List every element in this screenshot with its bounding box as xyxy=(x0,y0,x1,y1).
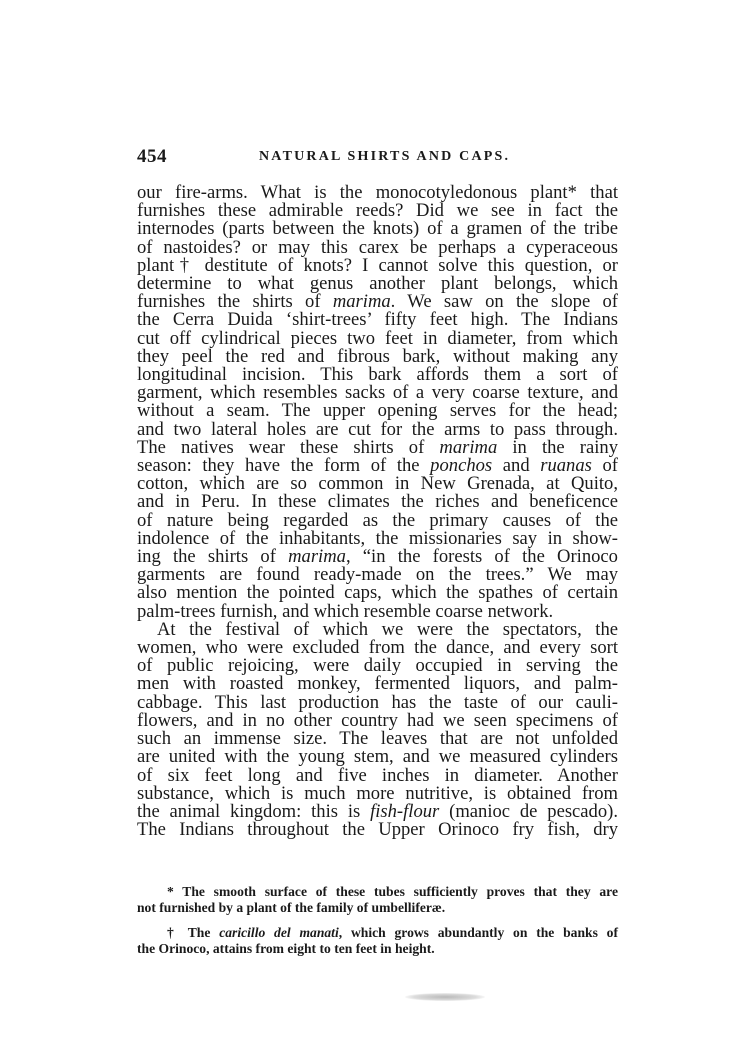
text-line: and two lateral holes are cut for the arms to pass through. xyxy=(137,418,618,440)
footnote-line: not furnished by a plant of the family of umbelliferæ. xyxy=(137,900,446,915)
text-line: men with roasted monkey, fermented liquors, and palm- xyxy=(137,673,618,695)
text-line: indolence of the inhabitants, the missionaries say in show- xyxy=(137,527,618,549)
footnote-line: † The caricillo del manati, which grows abundantly on the banks of xyxy=(167,925,618,940)
text-line: cut off cylindrical pieces two feet in diameter, from which xyxy=(137,327,618,349)
text-line: At the festival of which we were the spectators, the xyxy=(157,618,618,640)
text-line: of six feet long and five inches in diameter. Another xyxy=(137,764,618,786)
text-line: palm-trees furnish, and which resemble coarse network. xyxy=(137,600,554,622)
text-line: The Indians throughout the Upper Orinoco fry fish, dry xyxy=(137,819,618,841)
page-header xyxy=(137,146,617,170)
text-line: The natives wear these shirts of marima in the rainy xyxy=(137,436,619,458)
text-line: are united with the young stem, and we measured cylinders xyxy=(137,746,618,768)
text-line: such an immense size. The leaves that are not unfolded xyxy=(137,728,618,750)
body-text xyxy=(137,184,618,839)
text-line: cotton, which are so common in New Grenada, at Quito, xyxy=(137,473,618,495)
running-head: NATURAL SHIRTS AND CAPS. xyxy=(259,149,511,164)
text-line: our fire-arms. What is the monocotyledonous plant* that xyxy=(137,182,618,203)
text-line: flowers, and in no other country had we seen specimens of xyxy=(137,709,618,731)
page-number: 454 xyxy=(137,146,167,167)
text-line: longitudinal incision. This bark affords them a sort of xyxy=(137,364,618,386)
text-line: substance, which is much more nutritive, is obtained from xyxy=(137,782,618,804)
text-line: ing the shirts of marima, “in the forests of the Orinoco xyxy=(137,546,618,568)
text-line: plant† destitute of knots? I cannot solve this question, or xyxy=(137,254,618,276)
text-line: garment, which resembles sacks of a very coarse texture, and xyxy=(137,382,618,404)
text-line: women, who were excluded from the dance, and every sort xyxy=(137,637,618,659)
text-line: also mention the pointed caps, which the spathes of certain xyxy=(137,582,618,604)
text-line: the Cerra Duida ‘shirt-trees’ fifty feet high. The Indians xyxy=(137,309,618,331)
text-line: determine to what genus another plant belongs, which xyxy=(137,273,618,295)
text-line: furnishes the shirts of marima. We saw on the slope of xyxy=(137,291,618,313)
text-line: internodes (parts between the knots) of a gramen of the tribe xyxy=(137,218,618,240)
footnote-line: the Orinoco, attains from eight to ten feet in height. xyxy=(137,941,435,956)
text-line: they peel the red and fibrous bark, without making any xyxy=(137,345,618,367)
text-line: of public rejoicing, were daily occupied in serving the xyxy=(137,655,618,677)
text-line: cabbage. This last production has the taste of our cauli- xyxy=(137,691,618,713)
text-line: and in Peru. In these climates the riches and beneficence xyxy=(137,491,618,513)
text-line: without a seam. The upper opening serves for the head; xyxy=(137,400,618,422)
text-line: season: they have the form of the ponchos and ruanas of xyxy=(137,455,618,477)
text-line: of nastoides? or may this carex be perhaps a cyperaceous xyxy=(137,236,618,258)
text-line: furnishes these admirable reeds? Did we see in fact the xyxy=(137,200,618,222)
scan-smudge xyxy=(405,993,485,1001)
text-line: the animal kingdom: this is fish-flour (manioc de pescado). xyxy=(137,800,618,822)
text-line: garments are found ready-made on the trees.” We may xyxy=(137,564,618,586)
text-line: of nature being regarded as the primary causes of the xyxy=(137,509,618,531)
footnote-line: * The smooth surface of these tubes sufficiently proves that they are xyxy=(167,884,618,899)
footnotes xyxy=(137,884,618,957)
